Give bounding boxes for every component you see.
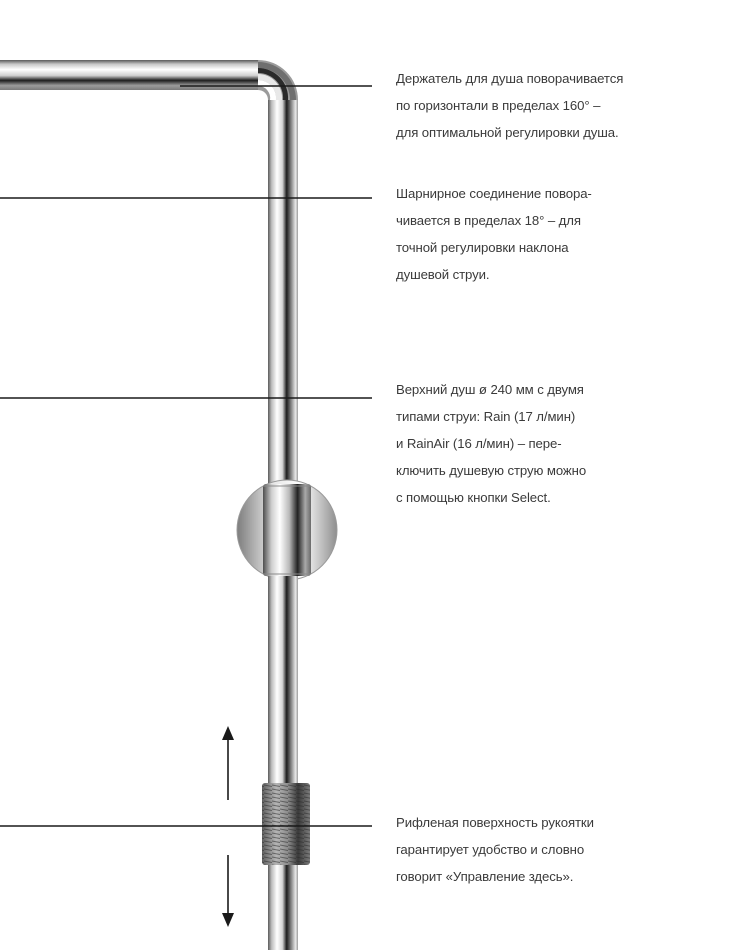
callout-line: точной регулировки наклона — [396, 240, 569, 255]
callout-line: для оптимальной регулировки душа. — [396, 125, 619, 140]
callout-line: Шарнирное соединение повора- — [396, 186, 592, 201]
callout-line: Рифленая поверхность рукоятки — [396, 815, 594, 830]
callout-overhead-shower — [396, 376, 736, 511]
callout-line: ключить душевую струю можно — [396, 463, 587, 478]
callout-line: Верхний душ ø 240 мм с двумя — [396, 382, 584, 397]
callout-line: гарантирует удобство и словно — [396, 842, 585, 857]
callout-line: типами струи: Rain (17 л/мин) — [396, 409, 576, 424]
riser-pipe-upper — [268, 100, 298, 485]
down-arrow-icon — [222, 855, 234, 927]
callout-arm-rotation — [396, 65, 736, 146]
callout-ribbed-grip — [396, 809, 736, 890]
callout-line: и RainAir (16 л/мин) – пере- — [396, 436, 562, 451]
callout-line: с помощью кнопки Select. — [396, 490, 551, 505]
joint-sleeve — [263, 484, 311, 576]
callout-line: по горизонтали в пределах 160° – — [396, 98, 601, 113]
up-arrow-icon — [222, 726, 234, 800]
callout-joint-tilt — [396, 180, 736, 288]
callout-line: чивается в пределах 18° – для — [396, 213, 581, 228]
callout-line: говорит «Управление здесь». — [396, 869, 574, 884]
riser-pipe-lower — [268, 576, 298, 950]
callout-line: душевой струи. — [396, 267, 490, 282]
callout-line: Держатель для душа поворачивается — [396, 71, 624, 86]
